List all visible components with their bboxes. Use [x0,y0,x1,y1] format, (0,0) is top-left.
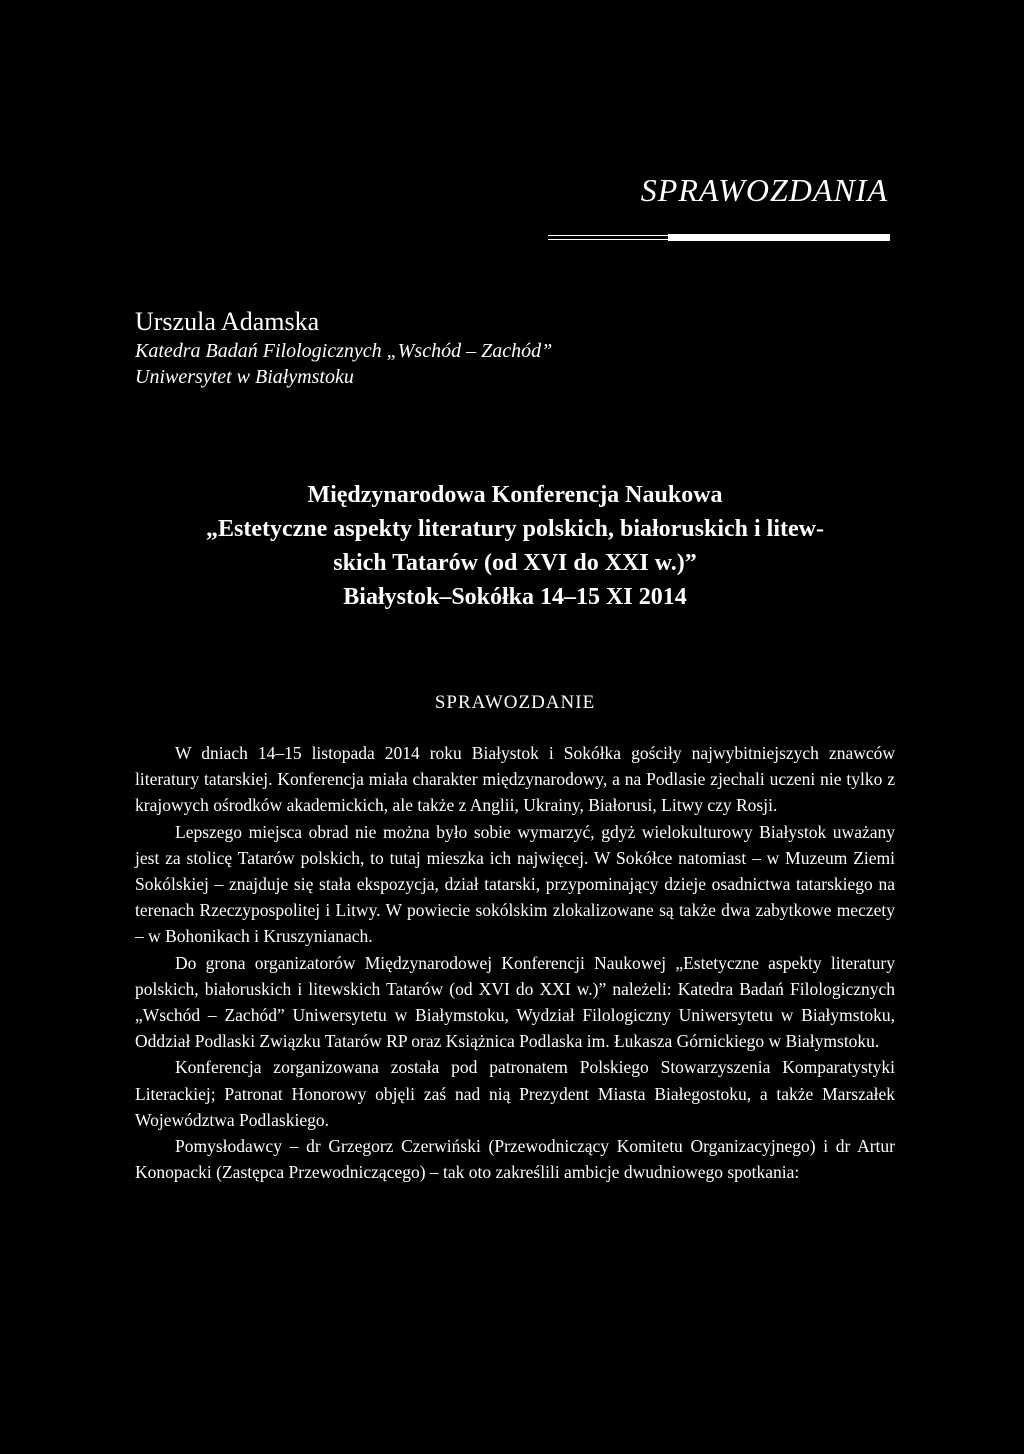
conference-place-date: Białystok–Sokółka 14–15 XI 2014 [343,584,687,610]
body-paragraph: Konferencja zorganizowana została pod patronatem Polskiego Stowarzyszenia Komparatystyki Literackiej; Patronat Honorowy objęli zaś nad nią Prezydent Miasta Białegostoku, a także Marszałek Województwa Podlaskiego. [135,1057,895,1130]
header-rule [548,234,890,242]
report-body [135,740,895,1185]
conference-title-line: Międzynarodowa Konferencja Naukowa [307,482,723,508]
author-affiliation-university: Uniwersytet w Białymstoku [135,366,354,388]
report-heading: SPRAWOZDANIE [434,692,596,713]
section-title: SPRAWOZDANIA [640,172,888,208]
body-paragraph: W dniach 14–15 listopada 2014 roku Białystok i Sokółka gościły najwybitniejszych znawców literatury tatarskiej. Konferencja miała charakter międzynarodowy, a na Podlasie zjechali uczeni nie tylko z krajowych ośrodków akademickich, ale także z Anglii, Ukrainy, Białorusi, Litwy czy Rosji. [135,743,895,816]
conference-title-line: „Estetyczne aspekty literatury polskich, białoruskich i litew- [206,516,824,542]
body-paragraph: Do grona organizatorów Międzynarodowej Konferencji Naukowej „Estetyczne aspekty literatury polskich, białoruskich i litewskich Tatarów (od XVI do XXI w.)” należeli: Katedra Badań Filologicznych „Wschód – Zachód” Uniwersytetu w Białymstoku, Wydział Filologiczny Uniwersytetu w Białymstoku, Oddział Podlaski Związku Tatarów RP oraz Książnica Podlaska im. Łukasza Górnickiego w Białymstoku. [135,952,895,1052]
body-paragraph: Pomysłodawcy – dr Grzegorz Czerwiński (Przewodniczący Komitetu Organizacyjnego) i dr Artur Konopacki (Zastępca Przewodniczącego) – tak oto zakreślili ambicje dwudniowego spotkania: [135,1136,895,1183]
conference-title-line: skich Tatarów (od XVI do XXI w.)” [333,550,697,576]
header-rule-thick [668,234,890,241]
body-paragraph: Lepszego miejsca obrad nie można było sobie wymarzyć, gdyż wielokulturowy Białystok uważany jest za stolicę Tatarów polskich, to tutaj mieszka ich najwięcej. W Sokółce natomiast – w Muzeum Ziemi Sokólskiej – znajduje się stała ekspozycja, dział tatarski, przypominający dzieje osadnictwa tatarskiego na terenach Rzeczypospolitej i Litwy. W powiecie sokólskim zlokalizowane są także dwa zabytkowe meczety – w Bohonikach i Kruszynianach. [135,821,895,947]
conference-title [135,478,895,614]
author-name: Urszula Adamska [135,307,320,336]
author-block [135,306,895,390]
header-rule-thin [548,235,668,240]
author-affiliation-department: Katedra Badań Filologicznych „Wschód – Zachód” [135,340,553,362]
